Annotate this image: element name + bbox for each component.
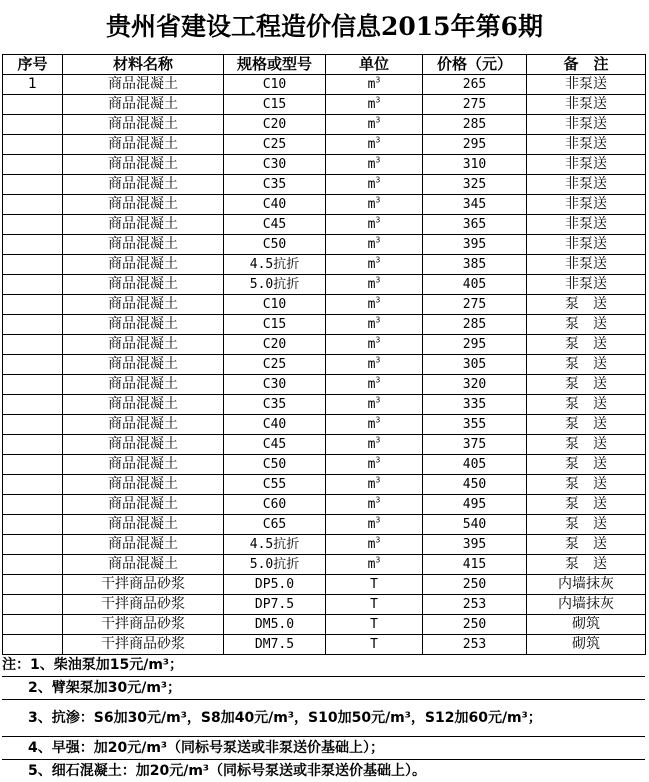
table-row [3, 615, 646, 635]
row-material-name: 商品混凝土 [63, 515, 224, 535]
unit-superscript: 3 [375, 255, 381, 265]
unit-superscript: 3 [375, 475, 381, 485]
row-seq [3, 355, 63, 375]
table-row [3, 375, 646, 395]
row-seq [3, 475, 63, 495]
unit-superscript: 3 [375, 135, 381, 145]
row-spec: 4.5抗折 [224, 255, 326, 275]
row-seq [3, 215, 63, 235]
row-spec: C35 [224, 395, 326, 415]
table-row [3, 475, 646, 495]
row-price: 253 [423, 595, 527, 615]
row-price: 265 [423, 75, 527, 95]
row-unit: $m^3$ [326, 415, 423, 435]
unit-superscript: 3 [375, 395, 381, 405]
row-unit: T [326, 635, 423, 655]
row-seq [3, 375, 63, 395]
row-price: 275 [423, 295, 527, 315]
row-remark: 非泵送 [527, 275, 646, 295]
row-unit: T [326, 595, 423, 615]
row-price: 450 [423, 475, 527, 495]
row-remark: 非泵送 [527, 75, 646, 95]
unit-superscript: 3 [375, 315, 381, 325]
row-unit: $m^3$ [326, 295, 423, 315]
unit-superscript: 3 [375, 215, 381, 225]
row-price: 295 [423, 335, 527, 355]
note-2: 2、臂架泵加30元/m³； [2, 677, 645, 700]
table-header-row [3, 55, 646, 75]
row-price: 355 [423, 415, 527, 435]
row-material-name: 商品混凝土 [63, 115, 224, 135]
row-material-name: 商品混凝土 [63, 475, 224, 495]
row-unit: $m^3$ [326, 455, 423, 475]
table-row [3, 455, 646, 475]
row-seq [3, 455, 63, 475]
row-spec: C20 [224, 335, 326, 355]
header-unit: 单位 [326, 55, 423, 75]
row-seq [3, 335, 63, 355]
document-title: 贵州省建设工程造价信息2015年第6期 [106, 12, 543, 41]
row-material-name: 商品混凝土 [63, 255, 224, 275]
row-unit: $m^3$ [326, 135, 423, 155]
row-price: 285 [423, 115, 527, 135]
row-remark: 非泵送 [527, 235, 646, 255]
table-row [3, 415, 646, 435]
row-seq [3, 155, 63, 175]
row-spec: DP5.0 [224, 575, 326, 595]
row-seq [3, 175, 63, 195]
row-spec: C25 [224, 135, 326, 155]
row-spec: 5.0抗折 [224, 555, 326, 575]
row-material-name: 商品混凝土 [63, 535, 224, 555]
row-spec: C10 [224, 295, 326, 315]
row-remark: 非泵送 [527, 155, 646, 175]
row-material-name: 商品混凝土 [63, 75, 224, 95]
row-remark: 非泵送 [527, 215, 646, 235]
row-price: 305 [423, 355, 527, 375]
table-row [3, 175, 646, 195]
unit-superscript: 3 [375, 155, 381, 165]
table-row [3, 95, 646, 115]
table-row [3, 75, 646, 95]
row-material-name: 商品混凝土 [63, 155, 224, 175]
row-remark: 泵 送 [527, 515, 646, 535]
row-unit: $m^3$ [326, 155, 423, 175]
table-row [3, 255, 646, 275]
row-remark: 泵 送 [527, 375, 646, 395]
row-seq [3, 575, 63, 595]
row-seq [3, 595, 63, 615]
row-seq [3, 295, 63, 315]
row-remark: 非泵送 [527, 175, 646, 195]
unit-superscript: 3 [375, 195, 381, 205]
note-1: 注：1、柴油泵加15元/m³； [2, 654, 645, 677]
table-row [3, 355, 646, 375]
note-4: 4、早强：加20元/m³（同标号泵送或非泵送价基础上）； [2, 737, 645, 760]
row-material-name: 商品混凝土 [63, 495, 224, 515]
row-material-name: 商品混凝土 [63, 335, 224, 355]
row-material-name: 商品混凝土 [63, 455, 224, 475]
row-material-name: 商品混凝土 [63, 195, 224, 215]
row-unit: $m^3$ [326, 435, 423, 455]
row-price: 285 [423, 315, 527, 335]
row-remark: 泵 送 [527, 335, 646, 355]
row-unit: T [326, 575, 423, 595]
unit-superscript: 3 [375, 355, 381, 365]
row-unit: $m^3$ [326, 555, 423, 575]
row-material-name: 商品混凝土 [63, 175, 224, 195]
row-seq [3, 195, 63, 215]
row-material-name: 商品混凝土 [63, 435, 224, 455]
row-material-name: 干拌商品砂浆 [63, 615, 224, 635]
row-material-name: 干拌商品砂浆 [63, 635, 224, 655]
row-spec: DM7.5 [224, 635, 326, 655]
row-spec: C50 [224, 455, 326, 475]
table-row [3, 435, 646, 455]
row-material-name: 商品混凝土 [63, 275, 224, 295]
row-price: 375 [423, 435, 527, 455]
row-price: 250 [423, 615, 527, 635]
row-seq [3, 635, 63, 655]
row-remark: 泵 送 [527, 455, 646, 475]
row-material-name: 商品混凝土 [63, 415, 224, 435]
table-row [3, 635, 646, 655]
row-seq [3, 235, 63, 255]
row-remark: 泵 送 [527, 395, 646, 415]
row-spec: C30 [224, 155, 326, 175]
row-unit: $m^3$ [326, 95, 423, 115]
table-row [3, 115, 646, 135]
row-remark: 砌筑 [527, 615, 646, 635]
row-price: 335 [423, 395, 527, 415]
row-unit: $m^3$ [326, 375, 423, 395]
row-unit: $m^3$ [326, 215, 423, 235]
row-price: 275 [423, 95, 527, 115]
row-unit: T [326, 615, 423, 635]
row-seq [3, 615, 63, 635]
row-remark: 非泵送 [527, 195, 646, 215]
row-remark: 泵 送 [527, 315, 646, 335]
row-seq [3, 415, 63, 435]
table-row [3, 515, 646, 535]
header-material-name: 材料名称 [63, 55, 224, 75]
table-row [3, 295, 646, 315]
table-row [3, 555, 646, 575]
unit-superscript: 3 [375, 95, 381, 105]
row-remark: 泵 送 [527, 415, 646, 435]
row-unit: $m^3$ [326, 475, 423, 495]
row-spec: C50 [224, 235, 326, 255]
table-row [3, 575, 646, 595]
row-seq: 1 [3, 75, 63, 95]
table-row [3, 195, 646, 215]
row-price: 365 [423, 215, 527, 235]
row-seq [3, 255, 63, 275]
row-spec: C20 [224, 115, 326, 135]
row-seq [3, 495, 63, 515]
unit-superscript: 3 [375, 295, 381, 305]
price-table [2, 54, 646, 655]
row-price: 253 [423, 635, 527, 655]
row-spec: C65 [224, 515, 326, 535]
row-seq [3, 135, 63, 155]
row-unit: $m^3$ [326, 515, 423, 535]
row-unit: $m^3$ [326, 75, 423, 95]
row-seq [3, 535, 63, 555]
row-remark: 砌筑 [527, 635, 646, 655]
unit-superscript: 3 [375, 455, 381, 465]
row-spec: 5.0抗折 [224, 275, 326, 295]
table-row [3, 155, 646, 175]
row-remark: 泵 送 [527, 495, 646, 515]
row-price: 310 [423, 155, 527, 175]
table-body [3, 75, 646, 655]
row-seq [3, 275, 63, 295]
row-material-name: 商品混凝土 [63, 135, 224, 155]
row-spec: C10 [224, 75, 326, 95]
table-row [3, 315, 646, 335]
row-material-name: 商品混凝土 [63, 395, 224, 415]
note-5: 5、细石混凝土：加20元/m³（同标号泵送或非泵送价基础上）。 [28, 763, 427, 779]
table-row [3, 335, 646, 355]
row-remark: 非泵送 [527, 115, 646, 135]
row-unit: $m^3$ [326, 175, 423, 195]
row-remark: 泵 送 [527, 535, 646, 555]
row-price: 395 [423, 535, 527, 555]
row-unit: $m^3$ [326, 395, 423, 415]
unit-superscript: 3 [375, 75, 381, 85]
unit-superscript: 3 [375, 535, 381, 545]
table-row [3, 495, 646, 515]
table-row [3, 595, 646, 615]
row-remark: 泵 送 [527, 555, 646, 575]
table-row [3, 535, 646, 555]
row-spec: C40 [224, 195, 326, 215]
row-price: 325 [423, 175, 527, 195]
row-unit: $m^3$ [326, 315, 423, 335]
row-remark: 非泵送 [527, 135, 646, 155]
row-material-name: 商品混凝土 [63, 355, 224, 375]
row-spec: DP7.5 [224, 595, 326, 615]
unit-superscript: 3 [375, 115, 381, 125]
row-spec: C55 [224, 475, 326, 495]
table-row [3, 275, 646, 295]
row-unit: $m^3$ [326, 235, 423, 255]
row-unit: $m^3$ [326, 535, 423, 555]
row-unit: $m^3$ [326, 335, 423, 355]
row-material-name: 商品混凝土 [63, 215, 224, 235]
table-row [3, 215, 646, 235]
row-remark: 泵 送 [527, 295, 646, 315]
row-price: 395 [423, 235, 527, 255]
header-seq: 序号 [3, 55, 63, 75]
row-price: 415 [423, 555, 527, 575]
table-row [3, 135, 646, 155]
row-material-name: 商品混凝土 [63, 295, 224, 315]
row-material-name: 商品混凝土 [63, 235, 224, 255]
unit-superscript: 3 [375, 235, 381, 245]
unit-superscript: 3 [375, 495, 381, 505]
row-material-name: 干拌商品砂浆 [63, 595, 224, 615]
unit-superscript: 3 [375, 335, 381, 345]
row-spec: C35 [224, 175, 326, 195]
row-unit: $m^3$ [326, 115, 423, 135]
row-price: 405 [423, 275, 527, 295]
header-price: 价格（元） [423, 55, 527, 75]
row-spec: DM5.0 [224, 615, 326, 635]
row-remark: 非泵送 [527, 255, 646, 275]
unit-superscript: 3 [375, 435, 381, 445]
row-seq [3, 555, 63, 575]
row-price: 345 [423, 195, 527, 215]
row-seq [3, 315, 63, 335]
row-material-name: 商品混凝土 [63, 555, 224, 575]
row-unit: $m^3$ [326, 255, 423, 275]
unit-superscript: 3 [375, 275, 381, 285]
row-price: 405 [423, 455, 527, 475]
unit-superscript: 3 [375, 375, 381, 385]
row-remark: 泵 送 [527, 355, 646, 375]
row-unit: $m^3$ [326, 495, 423, 515]
row-material-name: 商品混凝土 [63, 95, 224, 115]
row-spec: C45 [224, 435, 326, 455]
row-price: 385 [423, 255, 527, 275]
row-seq [3, 115, 63, 135]
row-remark: 泵 送 [527, 475, 646, 495]
row-remark: 内墙抹灰 [527, 595, 646, 615]
row-price: 320 [423, 375, 527, 395]
row-price: 250 [423, 575, 527, 595]
row-seq [3, 515, 63, 535]
notes-section [2, 654, 645, 782]
row-spec: C45 [224, 215, 326, 235]
header-remark: 备 注 [527, 55, 646, 75]
row-spec: C40 [224, 415, 326, 435]
row-price: 495 [423, 495, 527, 515]
row-spec: C15 [224, 95, 326, 115]
row-spec: 4.5抗折 [224, 535, 326, 555]
row-material-name: 干拌商品砂浆 [63, 575, 224, 595]
row-price: 540 [423, 515, 527, 535]
row-material-name: 商品混凝土 [63, 375, 224, 395]
row-unit: $m^3$ [326, 355, 423, 375]
unit-superscript: 3 [375, 555, 381, 565]
row-seq [3, 435, 63, 455]
row-seq [3, 95, 63, 115]
row-price: 295 [423, 135, 527, 155]
row-unit: $m^3$ [326, 195, 423, 215]
table-row [3, 395, 646, 415]
note-3: 3、抗渗：S6加30元/m³，S8加40元/m³，S10加50元/m³，S12加60元/m³； [2, 700, 645, 737]
row-spec: C60 [224, 495, 326, 515]
row-spec: C15 [224, 315, 326, 335]
row-material-name: 商品混凝土 [63, 315, 224, 335]
unit-superscript: 3 [375, 415, 381, 425]
header-spec: 规格或型号 [224, 55, 326, 75]
table-row [3, 235, 646, 255]
unit-superscript: 3 [375, 175, 381, 185]
row-seq [3, 395, 63, 415]
row-spec: C25 [224, 355, 326, 375]
row-spec: C30 [224, 375, 326, 395]
row-unit: $m^3$ [326, 275, 423, 295]
row-remark: 泵 送 [527, 435, 646, 455]
row-remark: 非泵送 [527, 95, 646, 115]
unit-superscript: 3 [375, 515, 381, 525]
row-remark: 内墙抹灰 [527, 575, 646, 595]
